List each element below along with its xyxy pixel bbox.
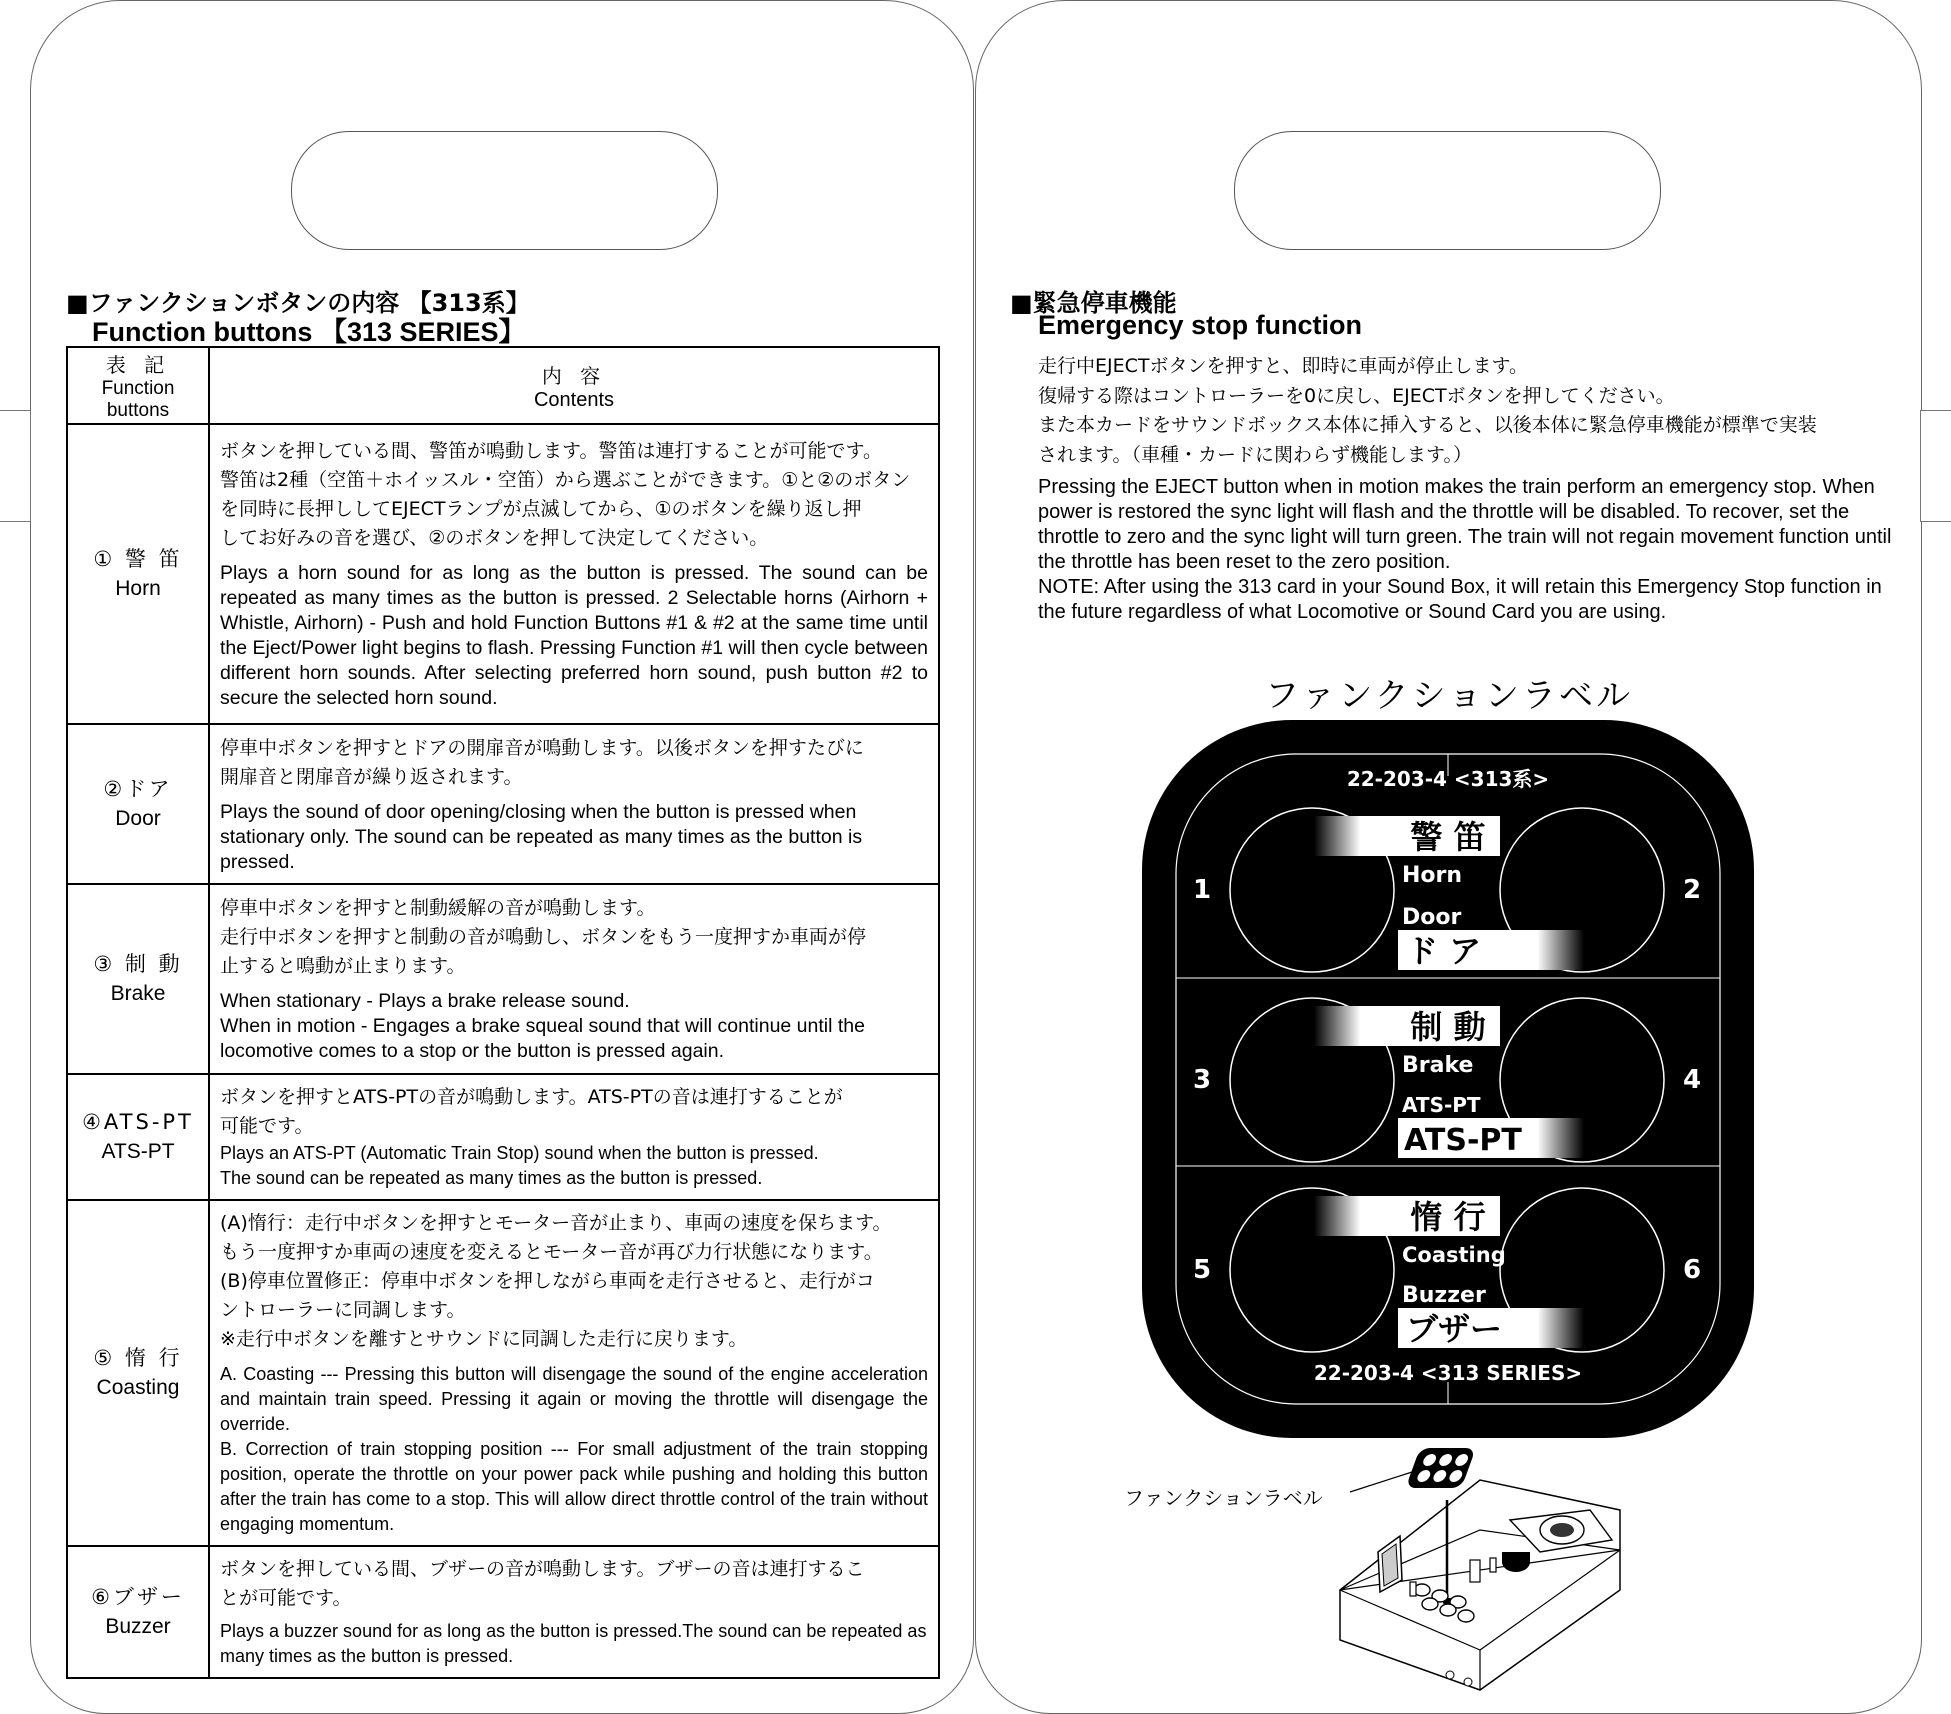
button-number-2: 2 (1682, 875, 1702, 905)
col1-header (67, 347, 209, 424)
left-hang-hole (291, 131, 718, 250)
row-desc-en: Plays a horn sound for as long as the button is pressed. The sound can be repeated as many times as the button is pressed. 2 Selectable horns (Airhorn + Whistle, Airhorn) - Push and hold Function Buttons #1 & #2 at the same time until the Eject/Power light begins to flash. Pressing Function #1 will then cycle between different horn sounds. After selecting preferred horn sound, push button #2 to secure the selected horn sound. (220, 562, 928, 709)
row-desc-en: Plays the sound of door opening/closing when the button is pressed when stationary only. The sound can be repeated as many times as the button is pressed. (220, 800, 863, 873)
function-buttons-table (66, 346, 940, 1679)
row-label-jp: ⑥ブザー (91, 1585, 185, 1609)
function-label-card (1140, 718, 1756, 1440)
row-label-en: Door (115, 807, 161, 830)
row-label (67, 424, 209, 724)
row-desc-en: Plays a buzzer sound for as long as the button is pressed.The sound can be repeated as many times as the button is pressed. (220, 1621, 927, 1666)
table-header-row (67, 347, 939, 424)
label-coasting-jp: 惰 行 (1410, 1198, 1486, 1236)
label-horn-en: Horn (1402, 863, 1463, 888)
row-description (209, 884, 939, 1074)
row-label (67, 1546, 209, 1678)
row-label (67, 884, 209, 1074)
row-label-jp: ②ドア (103, 777, 173, 801)
col1-header-en: Function buttons (101, 378, 175, 421)
label-buzzer-en: Buzzer (1402, 1283, 1486, 1308)
row-label-jp: ① 警 笛 (93, 547, 183, 571)
emergency-body-en: Pressing the EJECT button when in motion makes the train perform an emergency stop. When power is restored the sync light will flash and the throttle will be disabled. To recover, set the throttle to zero and the sync light will turn green. The train will not regain movement function until the throttle has been reset to the zero position. NOTE: After using the 313 card in your Sound Box, it will retain this Emergency Stop function in the future regardless of what Locomotive or Sound Card you are using. (1038, 476, 1892, 623)
emergency-heading-jp: ■緊急停車機能 (1010, 289, 1177, 317)
button-number-4: 4 (1682, 1065, 1702, 1095)
function-buttons-heading-en: Function buttons 【313 SERIES】 (92, 317, 526, 347)
row-label-jp: ④ATS-PT (82, 1110, 194, 1134)
col2-header-en: Contents (533, 388, 615, 411)
row-description (209, 724, 939, 884)
row-desc-jp: (A)惰行：走行中ボタンを押すとモーター音が止まり、車両の速度を保ちます。 もう一度押すか車両の速度を変えるとモーター音が再び力行状態になります。 (B)停車位置修正：停車中ボタンを押しながら車両を走行させると、走行がコ ントローラーに同調します。 ※走行中ボタンを離すとサウンドに同調した走行に戻ります。 (220, 1212, 892, 1350)
right-hang-hole (1234, 131, 1661, 250)
row-label-en: Horn (115, 577, 161, 600)
row-label-en: Coasting (96, 1376, 180, 1399)
table-row (67, 1200, 939, 1546)
row-desc-jp: ボタンを押している間、ブザーの音が鳴動します。ブザーの音は連打するこ とが可能です。 (220, 1558, 865, 1609)
col2-header-jp: 内 容 (541, 363, 607, 388)
button-number-3: 3 (1192, 1065, 1212, 1095)
label-ats-en: ATS-PT (1402, 1093, 1481, 1117)
row-desc-jp: ボタンを押している間、警笛が鳴動します。警笛は連打することが可能です。 警笛は2種（空笛＋ホイッスル・空笛）から選ぶことができます。①と②のボタン を同時に長押ししてEJECTランプが点滅してから、①のボタンを繰り返し押 してお好みの音を選び、②のボタンを押して決定してください。 (220, 440, 911, 549)
row-desc-jp: 停車中ボタンを押すと制動緩解の音が鳴動します。 走行中ボタンを押すと制動の音が鳴動し、ボタンをもう一度押すか車両が停 止すると鳴動が止まります。 (220, 897, 867, 977)
label-door-jp: ド ア (1406, 932, 1482, 970)
row-label (67, 724, 209, 884)
table-row (67, 424, 939, 724)
row-desc-en: A. Coasting --- Pressing this button will disengage the sound of the engine acceleration and maintain train speed. Pressing it again or moving the throttle will disengage the override. B. Correction of train stopping position --- For small adjustment of the train stopping position, operate the throttle on your power pack while pushing and holding this button after the train has come to a stop. This will allow direct throttle control of the train without engaging momentum. (220, 1364, 928, 1534)
label-brake-jp: 制 動 (1410, 1008, 1486, 1046)
label-buzzer-jp: ブザー (1406, 1310, 1503, 1348)
row-desc-jp: ボタンを押すとATS-PTの音が鳴動します。ATS-PTの音は連打することが 可能です。 (220, 1086, 843, 1137)
callout-function-label: ファンクションラベル (1124, 1486, 1323, 1510)
emergency-body-jp: 走行中EJECTボタンを押すと、即時に車両が停止します。 復帰する際はコントローラーを0に戻し、EJECTボタンを押してください。 また本カードをサウンドボックス本体に挿入すると、以後本体に緊急停車機能が標準で実装 されます。（車種・カードに関わらず機能します。） (1038, 355, 1817, 466)
label-ats-jp: ATS-PT (1404, 1123, 1522, 1158)
row-description (209, 1200, 939, 1546)
button-number-5: 5 (1192, 1255, 1212, 1285)
label-horn-jp: 警 笛 (1410, 818, 1486, 856)
label-door-en: Door (1402, 905, 1462, 930)
row-description (209, 1546, 939, 1678)
label-top-code: 22-203-4 <313系> (1346, 767, 1550, 791)
sound-box-illustration (1330, 1440, 1630, 1700)
right-side-tab (1920, 410, 1951, 522)
row-desc-en: Plays an ATS-PT (Automatic Train Stop) sound when the button is pressed. The sound can be repeated as many times as the button is pressed. (220, 1143, 819, 1188)
row-label-jp: ③ 制 動 (93, 952, 183, 976)
label-brake-en: Brake (1402, 1053, 1474, 1078)
label-bottom-code: 22-203-4 <313 SERIES> (1313, 1361, 1583, 1385)
table-row (67, 1546, 939, 1678)
button-number-1: 1 (1192, 875, 1212, 905)
table-row (67, 724, 939, 884)
row-label-jp: ⑤ 惰 行 (93, 1346, 183, 1370)
table-row (67, 1074, 939, 1200)
button-number-6: 6 (1682, 1255, 1702, 1285)
row-label (67, 1200, 209, 1546)
row-desc-jp: 停車中ボタンを押すとドアの開扉音が鳴動します。以後ボタンを押すたびに 開扉音と閉扉音が繰り返されます。 (220, 736, 864, 788)
row-desc-en: When stationary - Plays a brake release sound. When in motion - Engages a brake squeal sound that will continue until the locomotive comes to a stop or the button is pressed again. (220, 990, 865, 1062)
row-description (209, 1074, 939, 1200)
emergency-heading-en: Emergency stop function (1038, 310, 1363, 340)
row-description (209, 424, 939, 724)
label-coasting-en: Coasting (1402, 1243, 1506, 1267)
col1-header-jp: 表 記 (105, 353, 171, 377)
function-buttons-heading-jp: ■ファンクションボタンの内容 【313系】 (66, 289, 530, 317)
row-label-en: ATS-PT (101, 1140, 175, 1163)
left-side-tab (0, 410, 31, 522)
function-label-title: ファンクションラベル (1265, 676, 1633, 716)
row-label-en: Buzzer (105, 1615, 171, 1638)
row-label-en: Brake (110, 982, 166, 1005)
row-label (67, 1074, 209, 1200)
table-row (67, 884, 939, 1074)
col2-header (209, 347, 939, 424)
